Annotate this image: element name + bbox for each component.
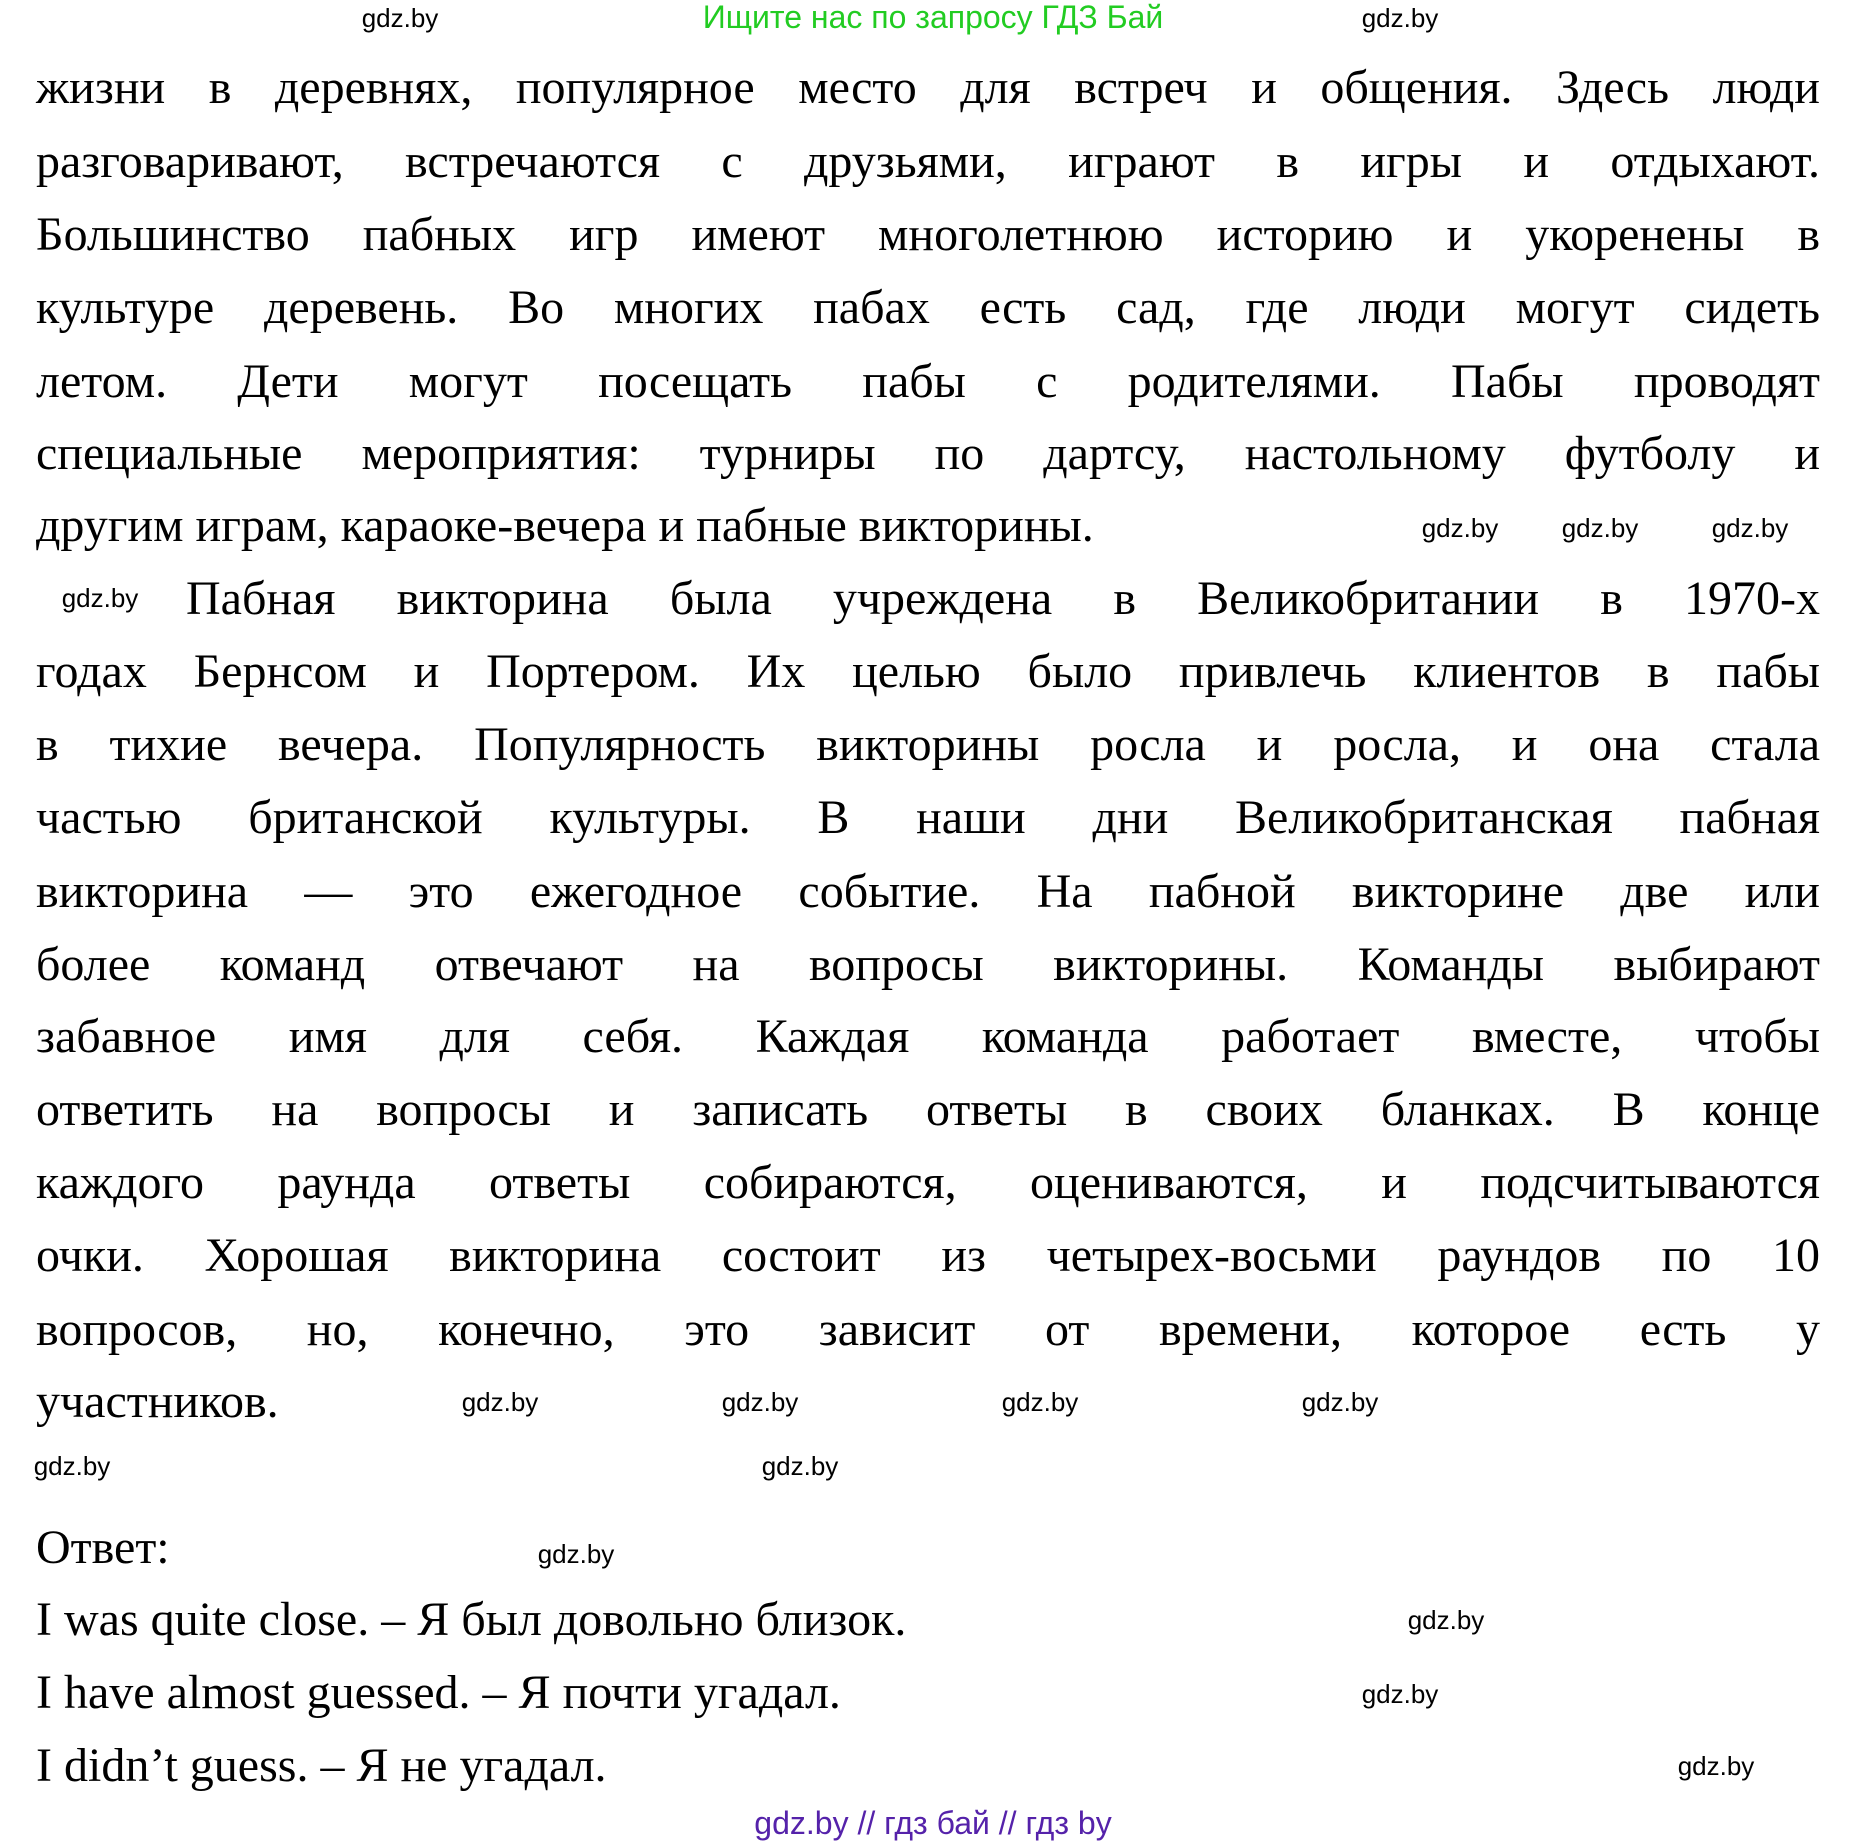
text-line: очки. Хорошая викторина состоит из четырех-восьми раундов по 10 — [36, 1229, 1820, 1282]
text-line: Пабная викторина была учреждена в Великобритании в 1970-х — [186, 572, 1820, 625]
answer-label: Ответ: — [36, 1521, 170, 1574]
answer-line: I was quite close. – Я был довольно близок. — [36, 1593, 907, 1646]
watermark: gdz.by — [461, 1387, 539, 1417]
watermark: gdz.by — [1561, 513, 1639, 543]
watermark: gdz.by — [1677, 1751, 1755, 1781]
text-line: летом. Дети могут посещать пабы с родителями. Пабы проводят — [36, 355, 1820, 408]
watermark: gdz.by — [1301, 1387, 1379, 1417]
text-line: разговаривают, встречаются с друзьями, играют в игры и отдыхают. — [36, 135, 1820, 188]
text-line: Большинство пабных игр имеют многолетнюю историю и укоренены в — [36, 208, 1820, 261]
watermark: gdz.by — [1711, 513, 1789, 543]
text-line: другим играм, караоке-вечера и пабные викторины. — [36, 499, 1094, 552]
watermark: gdz.by — [721, 1387, 799, 1417]
watermark: gdz.by — [1421, 513, 1499, 543]
footer-links: gdz.by // гдз бай // гдз by — [754, 1805, 1112, 1841]
answer-line: I have almost guessed. – Я почти угадал. — [36, 1666, 841, 1719]
watermark: gdz.by — [1361, 3, 1439, 33]
text-line: вопросов, но, конечно, это зависит от времени, которое есть у — [36, 1303, 1820, 1356]
text-line: забавное имя для себя. Каждая команда работает вместе, чтобы — [36, 1010, 1820, 1063]
watermark: gdz.by — [1407, 1605, 1485, 1635]
text-line: культуре деревень. Во многих пабах есть сад, где люди могут сидеть — [36, 281, 1820, 334]
watermark: gdz.by — [1361, 1679, 1439, 1709]
text-line: каждого раунда ответы собираются, оцениваются, и подсчитываются — [36, 1156, 1820, 1209]
watermark: gdz.by — [1001, 1387, 1079, 1417]
watermark: gdz.by — [361, 3, 439, 33]
text-line: более команд отвечают на вопросы викторины. Команды выбирают — [36, 938, 1820, 991]
text-line: ответить на вопросы и записать ответы в своих бланках. В конце — [36, 1083, 1820, 1136]
text-line: частью британской культуры. В наши дни Великобританская пабная — [36, 791, 1820, 844]
watermark: gdz.by — [33, 1451, 111, 1481]
watermark: gdz.by — [761, 1451, 839, 1481]
header-banner: Ищите нас по запросу ГДЗ Бай — [702, 0, 1164, 35]
text-line: в тихие вечера. Популярность викторины росла и росла, и она стала — [36, 718, 1820, 771]
answer-line: I didn’t guess. – Я не угадал. — [36, 1739, 607, 1792]
text-line: викторина — это ежегодное событие. На пабной викторине две или — [36, 865, 1820, 918]
watermark: gdz.by — [537, 1539, 615, 1569]
text-line: специальные мероприятия: турниры по дартсу, настольному футболу и — [36, 427, 1820, 480]
text-line: годах Бернсом и Портером. Их целью было привлечь клиентов в пабы — [36, 645, 1820, 698]
watermark: gdz.by — [61, 583, 139, 613]
text-line: участников. — [36, 1375, 279, 1428]
text-line: жизни в деревнях, популярное место для встреч и общения. Здесь люди — [36, 61, 1820, 114]
